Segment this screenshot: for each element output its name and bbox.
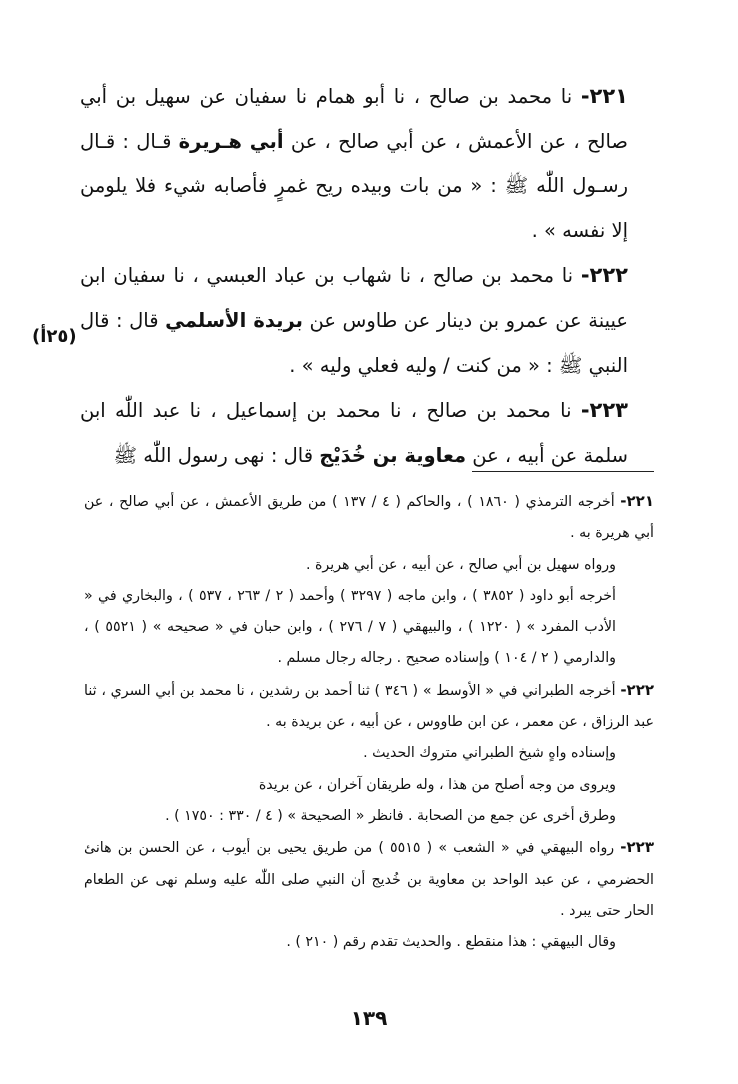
footnote-number: ٢٢١- — [620, 492, 654, 510]
footnote-divider — [472, 471, 654, 472]
main-text — [80, 74, 628, 478]
footnote-text: أخرجه الطبراني في « الأوسط » ( ٣٤٦ ) ثنا أحمد بن رشدين ، نا محمد بن أبي السري ، ثنا عبد الرزاق ، عن معمر ، عن ابن طاووس ، عن أبيه ، عن بريدة به . — [84, 682, 654, 731]
footnotes — [84, 486, 654, 958]
hadith-223 — [80, 388, 628, 478]
footnote-line: وإسناده واهٍ شيخ الطبراني متروك الحديث . — [363, 745, 616, 762]
narrator-name: بريدة الأسلمي — [165, 308, 303, 332]
hadith-text: قـال : قـال رسـول اللّٰه ﷺ : « من بات وبيده ريح غمرٍ فأصابه شيء فلا يلومن إلا نفسه » . — [80, 129, 628, 242]
footnote-number: ٢٢٣- — [620, 838, 654, 857]
footnote-221 — [84, 486, 654, 550]
hadith-text: نا محمد بن صالح ، نا أبو همام نا سفيان عن سهيل بن أبي صالح ، عن الأعمش ، عن أبي صالح ، عن — [80, 85, 628, 153]
hadith-number: ٢٢٢- — [580, 263, 628, 288]
hadith-text: نا محمد بن صالح ، نا شهاب بن عباد العبسي ، نا سفيان ابن عيينة عن عمرو بن دينار عن طاوس عن — [80, 264, 628, 332]
footnote-text: أخرجه الترمذي ( ١٨٦٠ ) ، والحاكم ( ٤ / ١٣٧ ) من طريق الأعمش ، عن أبي صالح ، عن أبي هريرة به . — [84, 494, 654, 542]
footnote-line: أخرجه أبو داود ( ٣٨٥٢ ) ، وابن ماجه ( ٣٢٩٧ ) وأحمد ( ٢ / ٢٦٣ ، ٥٣٧ ) ، والبخاري في « الأدب المفرد » ( ١٢٢٠ ) ، والبيهقي ( ٧ / ٢٧٦ ) ، وابن حبان في « صحيحه » ( ٥٥٢١ ) ، والدارمي ( ٢ / ١٠٤ ) وإسناده صحيح . رجاله رجال مسلم . — [84, 587, 616, 667]
hadith-number: ٢٢١- — [580, 84, 628, 108]
hadith-text: قال : قال النبي ﷺ : « من كنت / وليه فعلي وليه » . — [80, 308, 628, 377]
hadith-text: قال : نهى رسول اللّٰه ﷺ — [113, 443, 320, 467]
footnote-line: ويروى من وجه أصلح من هذا ، وله طريقان آخران ، عن بريدة — [258, 776, 616, 793]
hadith-222 — [80, 253, 628, 388]
footnote-line: وقال البيهقي : هذا منقطع . والحديث تقدم رقم ( ٢١٠ ) . — [286, 934, 616, 951]
footnote-223 — [84, 832, 654, 927]
narrator-name: معاوية بن خُدَيْج — [319, 443, 467, 467]
hadith-text: نا محمد بن صالح ، نا محمد بن إسماعيل ، نا عبد اللّٰه ابن سلمة عن أبيه ، عن — [80, 399, 628, 467]
manuscript-folio-marker: (٢٥أ) — [32, 326, 77, 347]
hadith-221 — [80, 74, 628, 253]
page-number: ١٣٩ — [350, 1006, 388, 1030]
footnote-line: ورواه سهيل بن أبي صالح ، عن أبيه ، عن أبي هريرة . — [305, 556, 616, 573]
narrator-name: أبي هـريرة — [178, 129, 284, 153]
footnote-line: وطرق أخرى عن جمع من الصحابة . فانظر « الصحيحة » ( ٤ / ٣٣٠ : ١٧٥٠ ) . — [165, 807, 616, 824]
footnote-text: رواه البيهقي في « الشعب » ( ٥٥١٥ ) من طريق يحيى بن أيوب ، عن الحسن بن هانئ الحضرمي ، عن عبد الواحد بن معاوية بن خُديج أن النبي صلى اللّٰه عليه وسلم نهى عن الطعام الحار حتى يبرد . — [84, 840, 654, 919]
footnote-222 — [84, 675, 654, 739]
footnote-number: ٢٢٢- — [620, 680, 655, 699]
hadith-number: ٢٢٣- — [580, 398, 628, 423]
